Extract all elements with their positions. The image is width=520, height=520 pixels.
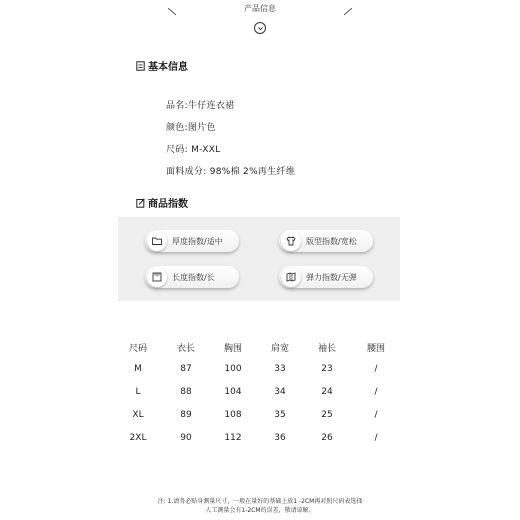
index-length-label: 长度指数/长 [172, 272, 215, 282]
folder-icon [147, 231, 167, 251]
chevron-down-icon [254, 22, 266, 34]
index-stretch-label: 弹力指数/无弹 [306, 272, 357, 282]
basic-info-title: 基本信息 [148, 62, 188, 73]
table-header-cell: 胸围 [223, 344, 242, 354]
index-stretch [279, 266, 373, 288]
index-thickness-label: 厚度指数/适中 [172, 236, 223, 246]
document-icon [136, 61, 145, 71]
table-header-cell: 衣长 [176, 344, 195, 354]
table-cell: 89 [180, 410, 192, 420]
table-cell: 24 [321, 387, 333, 397]
size-table [112, 341, 408, 456]
info-row-color: 颜色:图片色 [166, 123, 216, 133]
table-cell: 108 [224, 410, 242, 420]
table-cell: 100 [224, 364, 242, 374]
product-index-panel [118, 217, 400, 301]
table-row [112, 387, 408, 410]
table-cell: 87 [180, 364, 192, 374]
table-cell: L [135, 387, 141, 397]
table-header-row [112, 341, 408, 364]
table-row [112, 433, 408, 456]
product-index-heading [136, 195, 188, 210]
index-fit-label: 版型指数/宽松 [306, 236, 357, 246]
table-cell: 25 [321, 410, 333, 420]
table-cell: 2XL [129, 433, 147, 443]
table-cell: 23 [321, 364, 333, 374]
info-row-size: 尺码: M-XXL [166, 145, 221, 155]
table-cell: / [374, 410, 378, 420]
table-row [112, 364, 408, 387]
table-cell: 36 [274, 433, 286, 443]
table-cell: 26 [321, 433, 333, 443]
table-cell: M [134, 364, 142, 374]
footnote-line-2: 人工测量会有1-2CM的误差，敬请谅解。 [205, 507, 315, 514]
table-row [112, 410, 408, 433]
table-cell: / [374, 387, 378, 397]
table-cell: 33 [274, 364, 286, 374]
basic-info-list [166, 100, 295, 188]
edit-icon [136, 198, 145, 208]
stretch-icon [281, 267, 301, 287]
table-header-cell: 腰围 [366, 344, 385, 354]
info-row-name: 品名:牛仔连衣裙 [166, 101, 235, 111]
info-row-fabric: 面料成分: 98%棉 2%再生纤维 [166, 167, 296, 177]
table-cell: 35 [274, 410, 286, 420]
footnote-line-1: 注: 1.请务必贴身测量尺寸，一般在量好的基础上放1 -2CM再对照尺码表选择 [157, 498, 363, 505]
table-cell: 112 [224, 433, 242, 443]
table-cell: / [374, 364, 378, 374]
index-length [145, 266, 239, 288]
table-cell: XL [132, 410, 144, 420]
table-cell: 90 [180, 433, 192, 443]
table-cell: 88 [180, 387, 192, 397]
table-cell: / [374, 433, 378, 443]
footnote [0, 497, 520, 515]
table-header-cell: 尺码 [128, 344, 147, 354]
table-header-cell: 袖长 [317, 344, 336, 354]
table-cell: 104 [224, 387, 242, 397]
index-thickness [145, 230, 239, 252]
ruler-icon [147, 267, 167, 287]
basic-info-heading [136, 58, 188, 73]
page-title: 产品信息 [244, 4, 276, 13]
product-index-title: 商品指数 [148, 199, 188, 210]
table-header-cell: 肩宽 [270, 344, 289, 354]
index-fit [279, 230, 373, 252]
tshirt-icon [281, 231, 301, 251]
table-cell: 34 [274, 387, 286, 397]
